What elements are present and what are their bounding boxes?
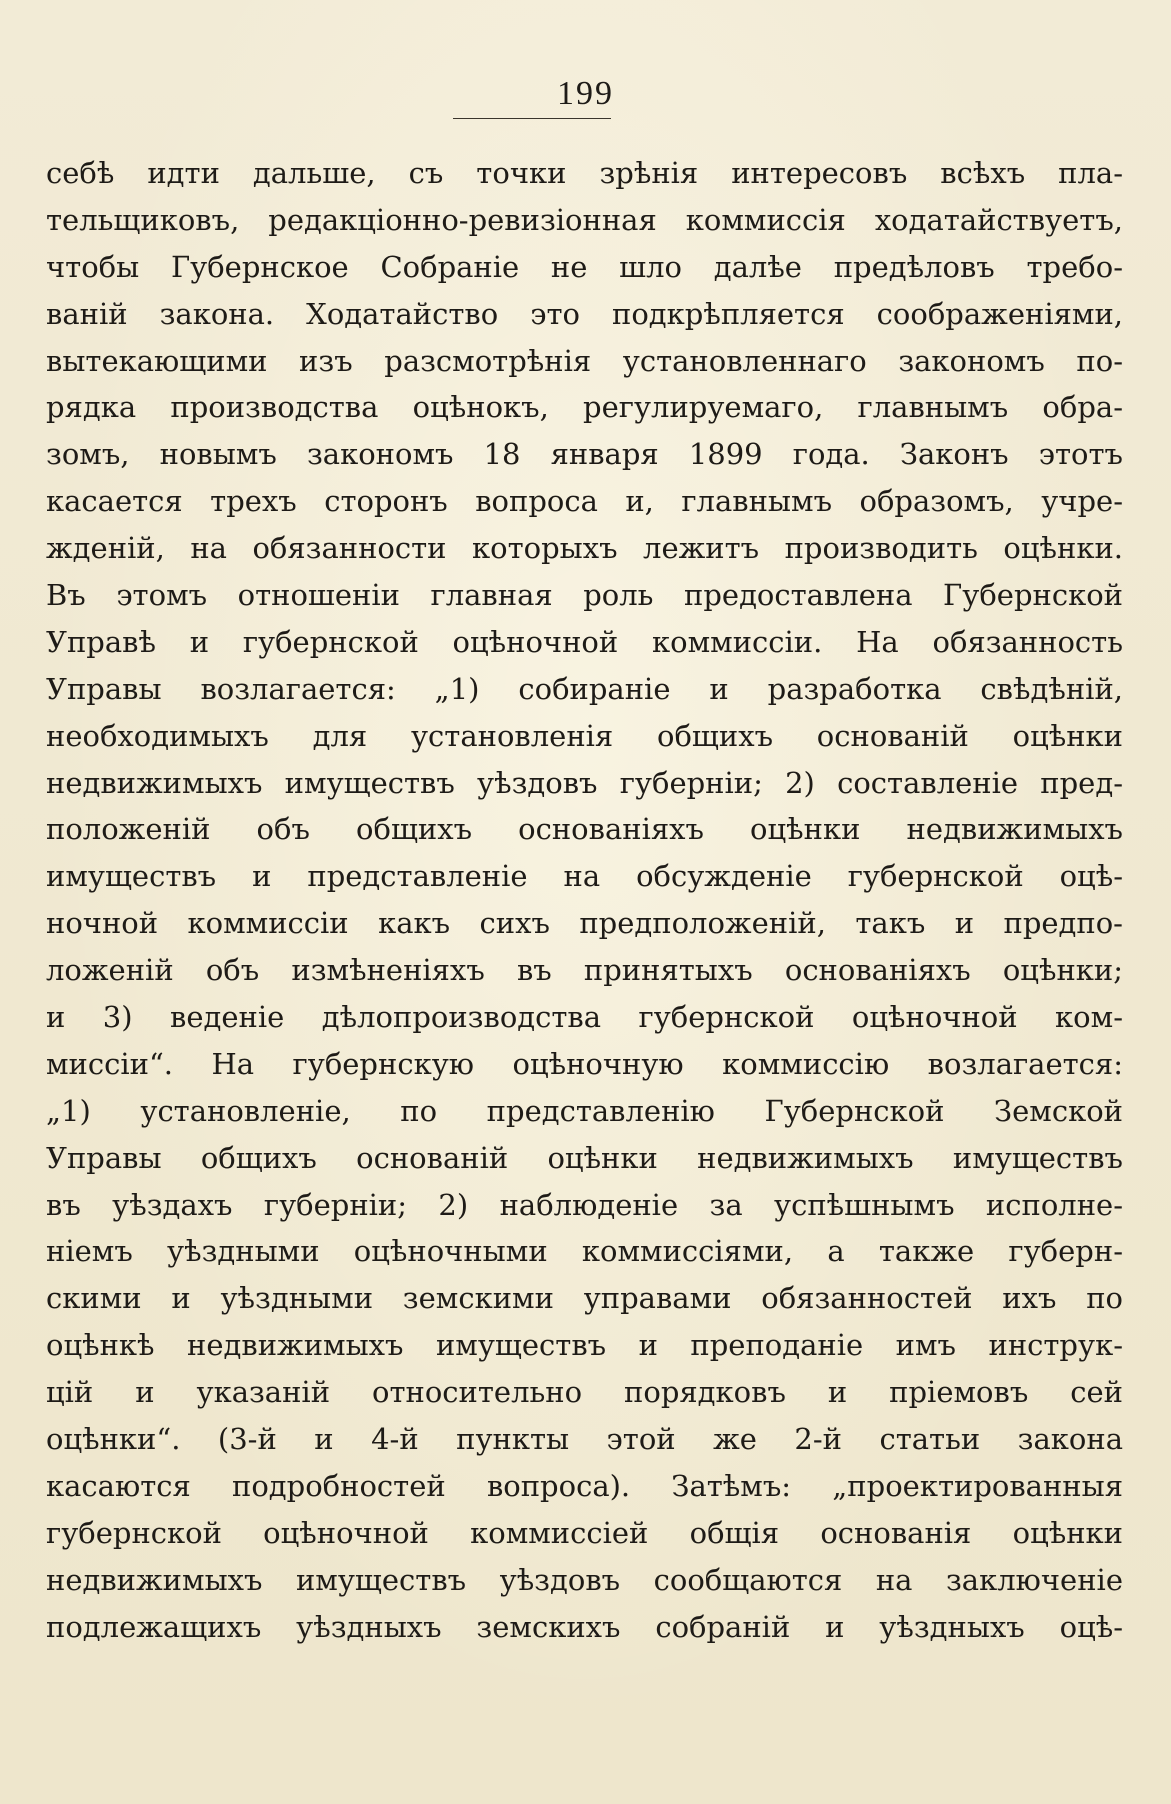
text-line: Въ этомъ отношеніи главная роль предоставлена Губернской	[46, 578, 1123, 613]
text-line: касается трехъ сторонъ вопроса и, главнымъ образомъ, учре-	[46, 484, 1123, 519]
text-line: недвижимыхъ имуществъ уѣздовъ сообщаются на заключеніе	[46, 1562, 1123, 1597]
text-line: Управы возлагается: „1) собираніе и разработка свѣдѣній,	[46, 671, 1123, 706]
text-line: ніемъ уѣздными оцѣночными коммиссіями, а также губерн-	[46, 1234, 1123, 1269]
text-line: Управѣ и губернской оцѣночной коммиссіи. На обязанность	[46, 624, 1123, 659]
text-line: тельщиковъ, редакціонно-ревизіонная коммиссія ходатайствуетъ,	[46, 202, 1123, 237]
text-line: жденій, на обязанности которыхъ лежитъ производить оцѣнки.	[46, 531, 1123, 566]
text-line: и 3) веденіе дѣлопроизводства губернской оцѣночной ком-	[46, 1000, 1123, 1035]
text-line: недвижимыхъ имуществъ уѣздовъ губерніи; 2) составленіе пред-	[46, 765, 1123, 800]
text-line: подлежащихъ уѣздныхъ земскихъ собраній и уѣздныхъ оцѣ-	[46, 1609, 1123, 1644]
text-line: вытекающими изъ разсмотрѣнія установленнаго закономъ по-	[46, 343, 1123, 378]
text-line: положеній объ общихъ основаніяхъ оцѣнки недвижимыхъ	[46, 812, 1123, 847]
text-line: въ уѣздахъ губерніи; 2) наблюденіе за успѣшнымъ исполне-	[46, 1187, 1123, 1222]
text-line: оцѣнки“. (3-й и 4-й пункты этой же 2-й статьи закона	[46, 1422, 1123, 1457]
text-line: цій и указаній относительно порядковъ и пріемовъ сей	[46, 1375, 1123, 1410]
text-line: зомъ, новымъ закономъ 18 января 1899 года. Законъ этотъ	[46, 437, 1123, 472]
text-line: скими и уѣздными земскими управами обязанностей ихъ по	[46, 1281, 1123, 1316]
text-line: ваній закона. Ходатайство это подкрѣпляется соображеніями,	[46, 296, 1123, 331]
text-line: „1) установленіе, по представленію Губернской Земской	[46, 1093, 1123, 1128]
text-line: касаются подробностей вопроса). Затѣмъ: „проектированныя	[46, 1468, 1123, 1503]
text-line: губернской оцѣночной коммиссіей общія основанія оцѣнки	[46, 1515, 1123, 1550]
page-number: 199	[557, 75, 614, 112]
text-line: ложеній объ измѣненіяхъ въ принятыхъ основаніяхъ оцѣнки;	[46, 953, 1123, 988]
text-line: оцѣнкѣ недвижимыхъ имуществъ и преподаніе имъ инструк-	[46, 1328, 1123, 1363]
text-line: себѣ идти дальше, съ точки зрѣнія интересовъ всѣхъ пла-	[46, 156, 1123, 190]
text-line: рядка производства оцѣнокъ, регулируемаго, главнымъ обра-	[46, 390, 1123, 425]
text-line: ночной коммиссіи какъ сихъ предположеній, такъ и предпо-	[46, 906, 1123, 941]
text-line: имуществъ и представленіе на обсужденіе губернской оцѣ-	[46, 859, 1123, 894]
text-line: миссіи“. На губернскую оцѣночную коммиссію возлагается:	[46, 1046, 1123, 1081]
text-line: Управы общихъ основаній оцѣнки недвижимыхъ имуществъ	[46, 1140, 1123, 1175]
text-line: необходимыхъ для установленія общихъ основаній оцѣнки	[46, 718, 1123, 753]
body-text	[46, 150, 1123, 1651]
text-line: чтобы Губернское Собраніе не шло далѣе предѣловъ требо-	[46, 249, 1123, 284]
page-number-rule	[453, 118, 611, 119]
